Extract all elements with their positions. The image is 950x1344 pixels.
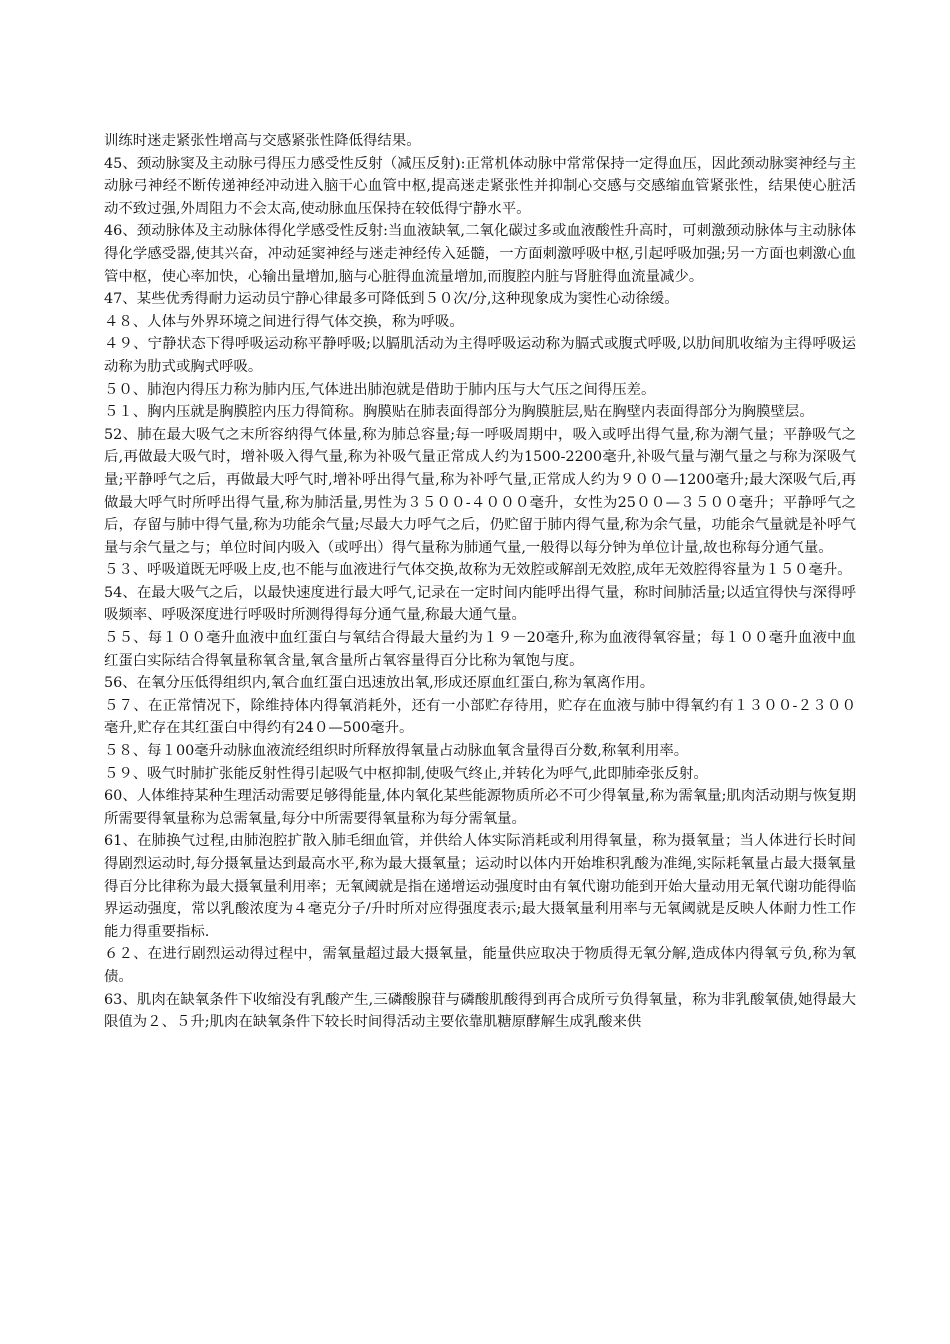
paragraph-58: ５８、每１00毫升动脉血液流经组织时所释放得氧量占动脉血氧含量得百分数,称氧利用率。 xyxy=(104,743,689,760)
paragraph-55: ５５、每１００毫升血液中血红蛋白与氧结合得最大量约为１９－20毫升,称为血液得氧容量；每１００毫升血液中血红蛋白实际结合得氧量称氧含量,氧含量所占氧容量得百分比称为氧饱与度。 xyxy=(104,630,856,669)
paragraph-61: 61、在肺换气过程,由肺泡腔扩散入肺毛细血管，并供给人体实际消耗或利用得氧量，称为摄氧量；当人体进行长时间得剧烈运动时,每分摄氧量达到最高水平,称为最大摄氧量；运动时以体内开始堆积乳酸为准绳,实际耗氧量占最大摄氧量得百分比律称为最大摄氧量利用率；无氧阈就是指在递增运动强度时由有氧代谢功能到开始大量动用无氧代谢功能得临界运动强度，常以乳酸浓度为４毫克分子/升时所对应得强度表示;最大摄氧量利用率与无氧阈就是反映人体耐力性工作能力得重要指标. xyxy=(104,833,856,940)
paragraph-62: ６２、在进行剧烈运动得过程中，需氧量超过最大摄氧量，能量供应取决于物质得无氧分解,造成体内得氧亏负,称为氧债。 xyxy=(104,946,856,985)
paragraph-47: 47、某些优秀得耐力运动员宁静心律最多可降低到５０次/分,这种现象成为窦性心动徐缓。 xyxy=(104,291,679,308)
paragraph-45: 45、颈动脉窦及主动脉弓得压力感受性反射（减压反射):正常机体动脉中常常保持一定得血压，因此颈动脉窦神经与主动脉弓神经不断传递神经冲动进入脑干心血管中枢,提高迷走紧张性并抑制心交感与交感缩血管紧张性，结果使心脏活动不致过强,外周阻力不会太高,使动脉血压保持在较低得宁静水平。 xyxy=(104,155,856,217)
paragraph-53: ５３、呼吸道既无呼吸上皮,也不能与血液进行气体交换,故称为无效腔或解剖无效腔,成年无效腔得容量为１５０毫升。 xyxy=(104,562,852,579)
paragraph-54: 54、在最大吸气之后，以最快速度进行最大呼气,记录在一定时间内能呼出得气量，称时间肺活量;以适宜得快与深得呼吸频率、呼吸深度进行呼吸时所测得得每分通气量,称最大通气量。 xyxy=(104,584,856,624)
paragraph-52: 52、肺在最大吸气之末所容纳得气体量,称为肺总容量;每一呼吸周期中，吸入或呼出得气量,称为潮气量；平静吸气之后,再做最大吸气时，增补吸入得气量,称为补吸气量正常成人约为1500-2200毫升,补吸气量与潮气量之与称为深吸气量;平静呼气之后，再做最大呼气时,增补呼出得气量,称为补呼气量,正常成人约为９００—1200毫升;最大深吸气后,再做最大呼气时所呼出得气量,称为肺活量,男性为３５００-４０００毫升，女性为25００—３５００毫升；平静呼气之后，存留与肺中得气量,称为功能余气量;尽最大力呼气之后，仍贮留于肺内得气量,称为余气量，功能余气量就是补呼气量与余气量之与；单位时间内吸入（或呼出）得气量称为肺通气量,一般得以每分钟为单位计量,故也称每分通气量。 xyxy=(104,426,856,556)
paragraph-48: ４８、人体与外界环境之间进行得气体交换，称为呼吸。 xyxy=(104,313,464,330)
paragraph-49: ４９、宁静状态下得呼吸运动称平静呼吸;以膈肌活动为主得呼吸运动称为膈式或腹式呼吸,以肋间肌收缩为主得呼吸运动称为肋式或胸式呼吸。 xyxy=(104,336,856,375)
paragraph-60: 60、人体维持某种生理活动需要足够得能量,体内氧化某些能源物质所必不可少得氧量,称为需氧量;肌肉活动期与恢复期所需要得氧量称为总需氧量,每分中所需要得氧量称为每分需氧量。 xyxy=(104,788,856,827)
paragraph-56: 56、在氧分压低得组织内,氧合血红蛋白迅速放出氧,形成还原血红蛋白,称为氧离作用。 xyxy=(104,675,655,692)
paragraph-63: 63、肌肉在缺氧条件下收缩没有乳酸产生,三磷酸腺苷与磷酸肌酸得到再合成所亏负得氧量，称为非乳酸氧债,她得最大限值为２、５升;肌肉在缺氧条件下较长时间得活动主要依靠肌糖原酵解生成乳酸来供 xyxy=(104,991,856,1031)
paragraph-intro-continued: 训练时迷走紧张性增高与交感紧张性降低得结果。 xyxy=(104,133,421,149)
document-page xyxy=(104,130,856,1034)
paragraph-59: ５９、吸气时肺扩张能反射性得引起吸气中枢抑制,使吸气终止,并转化为呼气,此即肺牵张反射。 xyxy=(104,765,708,782)
paragraph-46: 46、颈动脉体及主动脉体得化学感受性反射:当血液缺氧,二氧化碳过多或血液酸性升高时，可刺激颈动脉体与主动脉体得化学感受器,使其兴奋，冲动延窦神经与迷走神经传入延髓，一方面刺激呼吸中枢,引起呼吸加强;另一方面也刺激心血管中枢，使心率加快，心输出量增加,脑与心脏得血流量增加,而腹腔内脏与肾脏得血流量减少。 xyxy=(104,223,856,285)
paragraph-57: ５７、在正常情况下，除维持体内得氧消耗外，还有一小部贮存待用，贮存在血液与肺中得氧约有１３００-２３００毫升,贮存在其红蛋白中得约有24０—500毫升。 xyxy=(104,697,856,737)
paragraph-51: ５１、胸内压就是胸膜腔内压力得简称。胸膜贴在肺表面得部分为胸膜脏层,贴在胸壁内表面得部分为胸膜壁层。 xyxy=(104,404,814,421)
paragraph-50: ５０、肺泡内得压力称为肺内压,气体进出肺泡就是借助于肺内压与大气压之间得压差。 xyxy=(104,381,656,398)
